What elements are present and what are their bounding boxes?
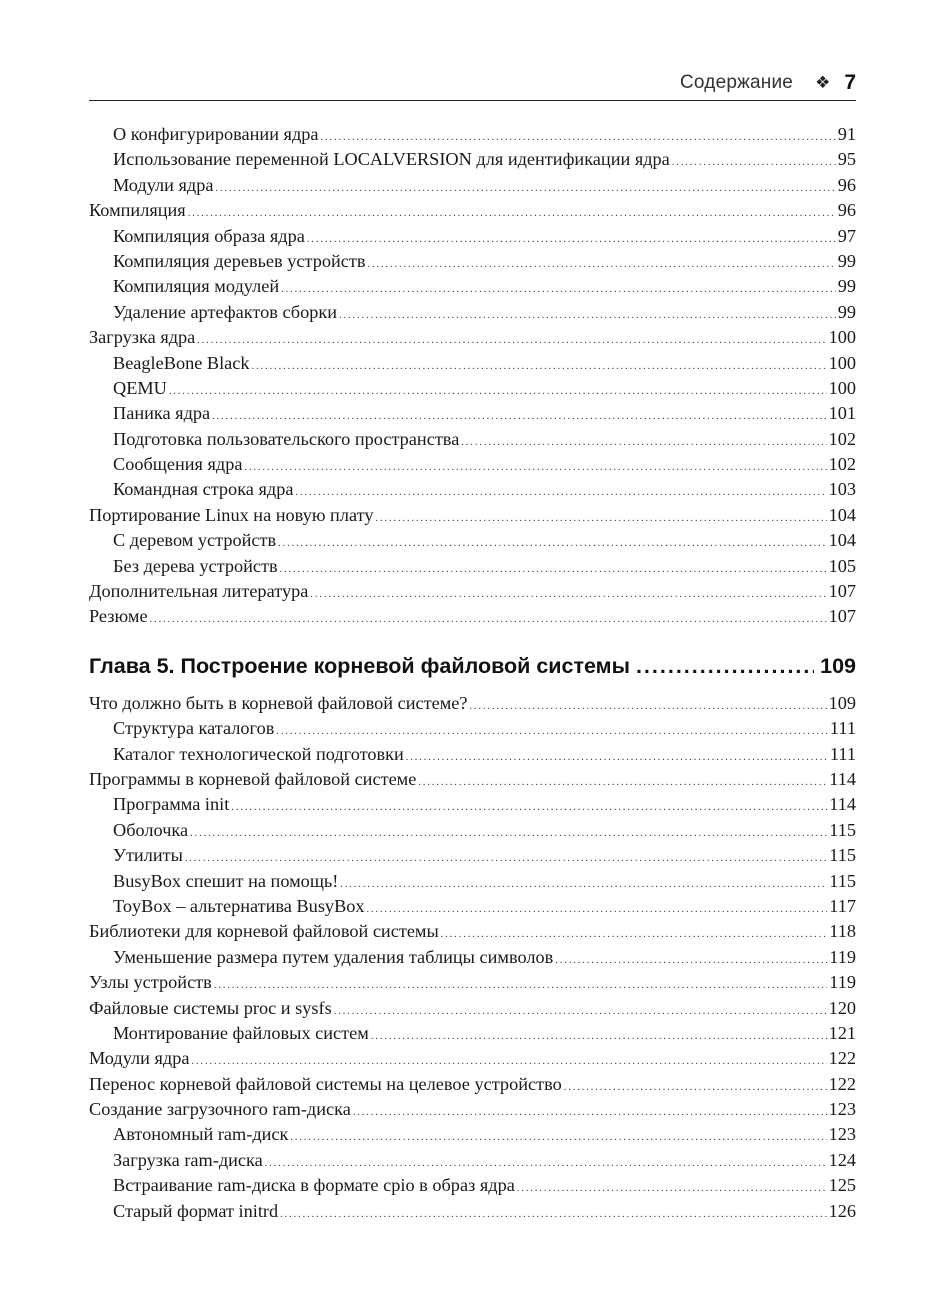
toc-subentry[interactable] <box>89 427 856 452</box>
toc-entry-page: 117 <box>829 895 856 916</box>
toc-entry-page: 101 <box>828 403 856 424</box>
toc-entry-title: Использование переменной LOCALVERSION для идентификации ядра <box>113 149 670 170</box>
leader-dots <box>280 1202 826 1227</box>
toc-entry-title: BusyBox спешит на помощь! <box>113 870 339 891</box>
toc-entry-page: 123 <box>828 1124 856 1145</box>
toc-entry-page: 107 <box>828 581 856 602</box>
toc-entry-page: 107 <box>828 606 856 627</box>
toc-entry[interactable] <box>89 579 856 604</box>
leader-dots <box>281 277 836 302</box>
toc-subentry[interactable] <box>89 300 856 325</box>
leader-dots <box>406 745 828 770</box>
leader-dots <box>216 176 836 201</box>
toc-entry-title: QEMU <box>113 377 167 398</box>
toc-entry[interactable] <box>89 604 856 629</box>
leader-dots <box>307 227 836 252</box>
toc-entry-page: 99 <box>837 301 856 322</box>
toc-entry-title: Старый формат initrd <box>113 1200 279 1221</box>
toc-entry-title: Что должно быть в корневой файловой системе? <box>89 692 468 713</box>
toc-entry-page: 114 <box>829 794 856 815</box>
toc-entry-title: Библиотеки для корневой файловой системы <box>89 921 439 942</box>
toc-entry-title: Встраивание ram-диска в формате cpio в образ ядра <box>113 1175 515 1196</box>
chapter-page: 109 <box>820 653 856 678</box>
chapter-leader-dots <box>636 641 814 691</box>
toc-entry[interactable] <box>89 325 856 350</box>
leader-dots <box>231 795 827 820</box>
toc-entry-title: Командная строка ядра <box>113 479 294 500</box>
toc-entry-page: 119 <box>829 972 856 993</box>
toc-entry-title: Файловые системы proc и sysfs <box>89 997 332 1018</box>
toc-entry-page: 120 <box>828 997 856 1018</box>
leader-dots <box>672 150 836 175</box>
toc-entry-title: Портирование Linux на новую плату <box>89 504 374 525</box>
toc-entry-page: 100 <box>828 327 856 348</box>
chapter-title: Глава 5. Построение корневой файловой системы <box>89 653 630 678</box>
toc-subentry[interactable] <box>89 351 856 376</box>
toc-entry-page: 99 <box>837 276 856 297</box>
toc-entry-page: 102 <box>828 428 856 449</box>
toc-entry-title: Каталог технологической подготовки <box>113 743 404 764</box>
leader-dots <box>244 455 826 480</box>
leader-dots <box>340 872 827 897</box>
toc-entry[interactable] <box>89 1097 856 1122</box>
page-number: 7 <box>844 71 856 94</box>
toc-entry-page: 121 <box>828 1022 856 1043</box>
toc-entry-title: Модули ядра <box>89 1048 190 1069</box>
toc-entry-title: ToyBox – альтернатива BusyBox <box>113 895 365 916</box>
toc-subentry[interactable] <box>89 945 856 970</box>
toc-entry-page: 122 <box>828 1073 856 1094</box>
toc-entry-title: BeagleBone Black <box>113 352 250 373</box>
toc-entry-title: Перенос корневой файловой системы на целевое устройство <box>89 1073 562 1094</box>
leader-dots <box>371 1024 827 1049</box>
toc-entry-title: Монтирование файловых систем <box>113 1022 369 1043</box>
toc-entry[interactable] <box>89 1046 856 1071</box>
toc-subentry[interactable] <box>89 173 856 198</box>
toc-entry-page: 115 <box>829 845 856 866</box>
toc-entry-page: 95 <box>837 149 856 170</box>
leader-dots <box>517 1176 827 1201</box>
toc-subentry[interactable] <box>89 1148 856 1173</box>
toc-subentry[interactable] <box>89 1173 856 1198</box>
toc-subentry[interactable] <box>89 477 856 502</box>
toc-subentry[interactable] <box>89 122 856 147</box>
toc-entry-page: 96 <box>837 200 856 221</box>
toc-entry-page: 100 <box>828 352 856 373</box>
toc-entry-page: 100 <box>828 377 856 398</box>
leader-dots <box>278 531 826 556</box>
leader-dots <box>334 999 827 1024</box>
diamond-ornament-icon: ❖ <box>815 73 831 92</box>
toc-subentry[interactable] <box>89 249 856 274</box>
toc-entry-title: Компиляция модулей <box>113 276 280 297</box>
toc-subentry[interactable] <box>89 843 856 868</box>
toc-entry-page: 103 <box>828 479 856 500</box>
toc-subentry[interactable] <box>89 1199 856 1224</box>
toc-entry-title: Программа init <box>113 794 230 815</box>
toc-entry-title: Узлы устройств <box>89 972 212 993</box>
toc-entry-title: Дополнительная литература <box>89 581 309 602</box>
toc-entry-title: Утилиты <box>113 845 183 866</box>
toc-entry-title: Компиляция деревьев устройств <box>113 250 366 271</box>
toc-entry-page: 91 <box>837 124 856 144</box>
toc-entry-title: Удаление артефактов сборки <box>113 301 338 322</box>
leader-dots <box>376 506 827 531</box>
toc-entry-title: Модули ядра <box>113 174 214 195</box>
toc-entry[interactable] <box>89 198 856 223</box>
toc-entry-title: Подготовка пользовательского пространства <box>113 428 460 449</box>
leader-dots <box>353 1100 827 1125</box>
toc-entry-title: Оболочка <box>113 819 189 840</box>
toc-entry-title: Загрузка ядра <box>89 327 196 348</box>
leader-dots <box>339 303 836 328</box>
leader-dots <box>252 354 827 379</box>
leader-dots <box>190 821 827 846</box>
toc-subentry[interactable] <box>89 742 856 767</box>
toc-entry-page: 109 <box>828 692 856 713</box>
running-header <box>89 66 856 101</box>
toc-subentry[interactable] <box>89 818 856 843</box>
toc-subentry[interactable] <box>89 869 856 894</box>
chapter-heading[interactable] <box>89 641 856 691</box>
toc-entry-title: Автономный ram-диск <box>113 1124 289 1145</box>
toc-entry[interactable] <box>89 691 856 716</box>
toc-subentry[interactable] <box>89 554 856 579</box>
toc-entry-title: Программы в корневой файловой системе <box>89 768 417 789</box>
toc-entry-page: 104 <box>828 504 856 525</box>
toc-entry-page: 111 <box>829 743 856 764</box>
toc-entry[interactable] <box>89 1072 856 1097</box>
toc-entry-title: Загрузка ram-диска <box>113 1149 263 1170</box>
toc-entry-title: Сообщения ядра <box>113 454 243 475</box>
leader-dots <box>169 379 827 404</box>
leader-dots <box>564 1075 827 1100</box>
toc-entry-title: Компиляция <box>89 200 186 221</box>
toc-entry-title: Резюме <box>89 606 148 627</box>
toc-subentry[interactable] <box>89 716 856 741</box>
leader-dots <box>470 694 827 719</box>
leader-dots <box>368 252 836 277</box>
toc-entry-page: 119 <box>829 946 856 967</box>
toc-entry-title: Без дерева устройств <box>113 555 278 576</box>
toc-subentry[interactable] <box>89 452 856 477</box>
toc-entry[interactable] <box>89 996 856 1021</box>
leader-dots <box>461 430 826 455</box>
toc-entry-title: О конфигурировании ядра <box>113 124 319 144</box>
toc-entry-page: 99 <box>837 250 856 271</box>
toc-entry-title: Паника ядра <box>113 403 211 424</box>
toc-entry-page: 123 <box>828 1099 856 1120</box>
toc-subentry[interactable] <box>89 894 856 919</box>
toc-subentry[interactable] <box>89 792 856 817</box>
toc-subentry[interactable] <box>89 1122 856 1147</box>
toc-subentry[interactable] <box>89 528 856 553</box>
toc-entry-page: 97 <box>837 225 856 246</box>
leader-dots <box>555 948 827 973</box>
toc-entry-title: Уменьшение размера путем удаления таблицы символов <box>113 946 554 967</box>
toc-entry-page: 111 <box>829 718 856 739</box>
toc-subentry[interactable] <box>89 1021 856 1046</box>
leader-dots <box>418 770 827 795</box>
leader-dots <box>197 328 826 353</box>
toc-entry-page: 115 <box>829 870 856 891</box>
toc-entry-page: 115 <box>829 819 856 840</box>
header-title: Содержание <box>680 72 794 93</box>
toc-entry-page: 104 <box>828 530 856 551</box>
toc-entry-page: 105 <box>828 555 856 576</box>
leader-dots <box>290 1125 826 1150</box>
toc-entry-page: 96 <box>837 174 856 195</box>
leader-dots <box>310 582 826 607</box>
toc-entry-page: 118 <box>829 921 856 942</box>
toc-entry[interactable] <box>89 919 856 944</box>
toc-subentry[interactable] <box>89 376 856 401</box>
toc-entry[interactable] <box>89 970 856 995</box>
toc-entry-page: 126 <box>828 1200 856 1221</box>
toc-entry-title: Компиляция образа ядра <box>113 225 305 246</box>
toc-subentry[interactable] <box>89 401 856 426</box>
toc-entry-page: 125 <box>828 1175 856 1196</box>
toc-section-chapter-5 <box>89 691 856 1224</box>
toc-entry-title: Создание загрузочного ram-диска <box>89 1099 351 1120</box>
table-of-contents <box>89 122 856 1224</box>
toc-section-chapter-4 <box>89 122 856 630</box>
toc-entry[interactable] <box>89 767 856 792</box>
toc-entry-title: С деревом устройств <box>113 530 277 551</box>
toc-subentry[interactable] <box>89 274 856 299</box>
toc-subentry[interactable] <box>89 147 856 172</box>
toc-subentry[interactable] <box>89 224 856 249</box>
leader-dots <box>150 607 827 632</box>
toc-entry-page: 124 <box>828 1149 856 1170</box>
toc-entry[interactable] <box>89 503 856 528</box>
leader-dots <box>280 557 827 582</box>
toc-entry-page: 114 <box>829 768 856 789</box>
toc-entry-page: 102 <box>828 454 856 475</box>
toc-entry-title: Структура каталогов <box>113 718 275 739</box>
toc-entry-page: 122 <box>828 1048 856 1069</box>
leader-dots <box>295 480 826 505</box>
